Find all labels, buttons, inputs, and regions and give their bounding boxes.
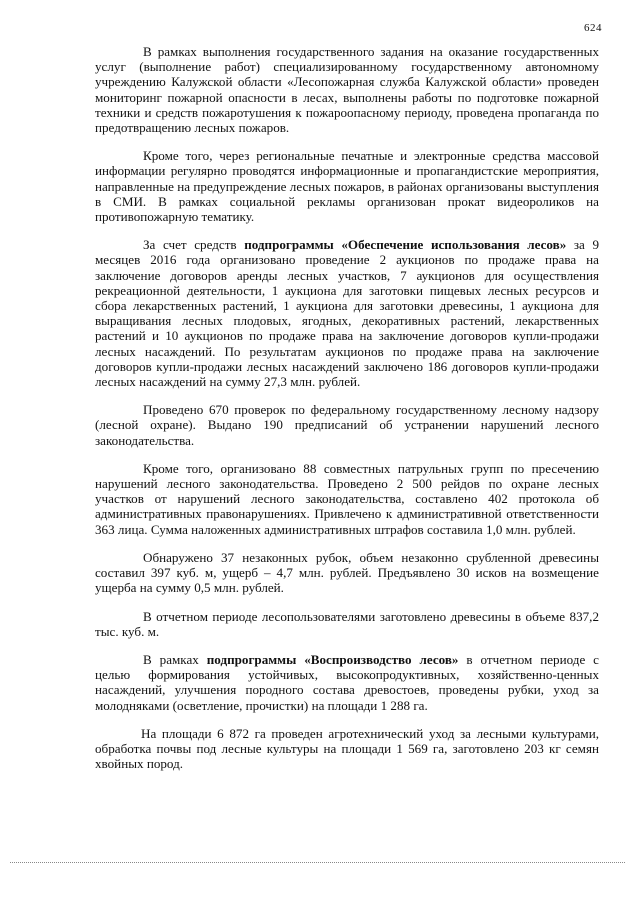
paragraph-body-text: за 9 месяцев 2016 года организовано проведение 2 аукционов по продаже права на заключение договоров аренды лесных участков, 7 аукционов для осуществления рекреационной деятельности, 1 аукциона для заготовки пищевых лесных ресурсов и сбора лекарственных растений, 1 аукциона для заготовки древесины, 1 аукциона для выращивания лесных плодовых, ягодных, декоративных растений, лекарственных растений и 10 аукционов по продаже права на заключение договоров купли-продажи лесных насаждений. По результатам аукционов по продаже права на заключение договоров купли-продажи лесных насаждений заключено 186 договоров купли-продажи лесных насаждений на сумму 27,3 млн. рублей. <box>95 237 599 390</box>
subprogram-forest-use-title: подпрограммы «Обеспечение использования лесов» <box>244 237 567 253</box>
paragraph-fire-service: В рамках выполнения государственного задания на оказание государственных услуг (выполнение работ) специализированному государственному автономному учреждению Калужской области «Лесопожарная служба Калужской области» проведен мониторинг пожарной опасности в лесах, выполнены работы по подготовке пожарной техники и средств пожаротушения к пожароопасному периоду, проведена пропаганда по предотвращению лесных пожаров. <box>95 44 599 136</box>
paragraph-lead-text: За счет средств <box>143 237 245 253</box>
subprogram-reforestation-title: подпрограммы «Воспроизводство лесов» <box>206 651 459 667</box>
paragraph-reforestation <box>95 652 599 713</box>
paragraph-agrotechnical-care: На площади 6 872 га проведен агротехнический уход за лесными культурами, обработка почвы под лесные культуры на площади 1 569 га, заготовлено 203 кг семян хвойных пород. <box>95 725 599 772</box>
page-number: 624 <box>584 22 602 34</box>
paragraph-timber-harvest: В отчетном периоде лесопользователями заготовлено древесины в объеме 837,2 тыс. куб. м. <box>95 608 599 639</box>
document-body <box>95 44 599 784</box>
paragraph-media-campaign: Кроме того, через региональные печатные и электронные средства массовой информации регулярно проводятся информационные и пропагандистские мероприятия, направленные на предупреждение лесных пожаров, в районах организованы выступления в СМИ. В рамках социальной рекламы организован прокат видеороликов на противопожарную тематику. <box>95 148 599 225</box>
paragraph-body-text: в отчетном периоде с целью формирования устойчивых, высокопродуктивных, хозяйственно-ценных насаждений, улучшения породного состава древостоев, проведены рубки, уход за молодняками (осветление, прочистки) на площади 1 288 га. <box>95 651 599 713</box>
paragraph-illegal-logging: Обнаружено 37 незаконных рубок, объем незаконно срубленной древесины составил 397 куб. м, ущерб – 4,7 млн. рублей. Предъявлено 30 исков на возмещение ущерба на сумму 0,5 млн. рублей. <box>95 549 599 596</box>
paragraph-inspections: Проведено 670 проверок по федеральному государственному лесному надзору (лесной охране). Выдано 190 предписаний об устранении нарушений лесного законодательства. <box>95 402 599 448</box>
paragraph-lead-text: В рамках <box>143 651 207 667</box>
scan-footer-line <box>10 862 625 867</box>
paragraph-forest-use-auctions <box>95 237 599 389</box>
paragraph-patrols: Кроме того, организовано 88 совместных патрульных групп по пресечению нарушений лесного законодательства. Проведено 2 500 рейдов по охране лесных участков от нарушений лесного законодательства, составлено 402 протокола об административных правонарушениях. Привлечено к административной ответственности 363 лица. Сумма наложенных административных штрафов составила 1,0 млн. рублей. <box>95 460 599 537</box>
